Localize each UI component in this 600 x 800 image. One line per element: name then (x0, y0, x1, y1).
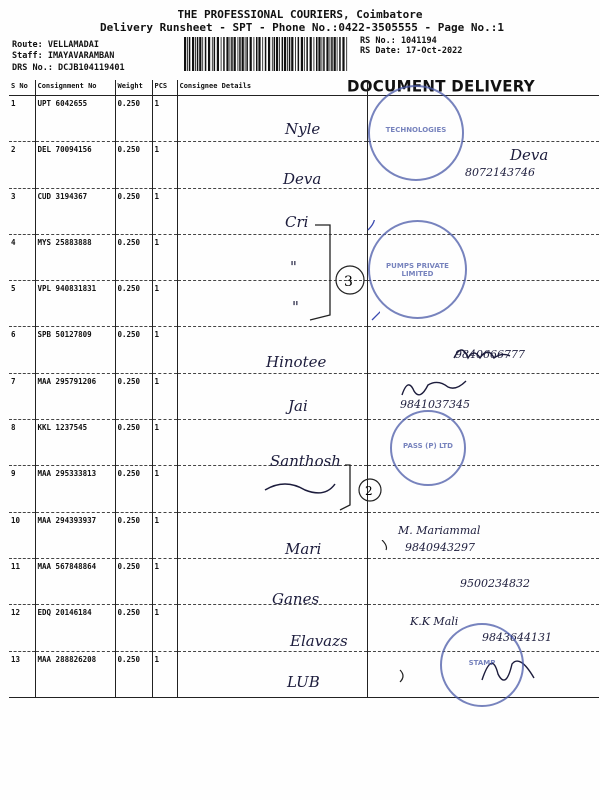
cell-pcs: 1 (152, 96, 177, 142)
barcode-bar (217, 37, 219, 71)
barcode-bar (287, 37, 288, 71)
hw-name-8: Santhosh (270, 452, 341, 470)
rs-date: RS Date: 17-Oct-2022 (360, 46, 463, 56)
company-stamp-3 (390, 410, 466, 486)
staff-label: Staff: IMAYAVARAMBAN (12, 51, 115, 61)
cell-pcs: 1 (152, 234, 177, 280)
hw-name-7: Jai (288, 397, 308, 415)
barcode-bar (265, 37, 267, 71)
company-title: THE PROFESSIONAL COURIERS, Coimbatore (177, 8, 423, 21)
signature-7-icon (400, 375, 470, 400)
cell-pcs: 1 (152, 420, 177, 466)
barcode-bar (323, 37, 325, 71)
circle-3-label: 3 (344, 274, 353, 290)
hw-phone-6: 9840666777 (455, 348, 525, 361)
col-consignment: Consignment No (35, 80, 115, 96)
barcode-bar (187, 37, 188, 71)
hw-name-5: " (292, 298, 299, 316)
barcode-bar (230, 37, 231, 71)
barcode-bar (258, 37, 260, 71)
hw-phone-10: 9840943297 (405, 541, 475, 554)
barcode-bar (250, 37, 252, 71)
hw-name-3: Cri (285, 213, 309, 231)
barcode-bar (276, 37, 278, 71)
cell-consignee (177, 96, 367, 142)
hw-name-11: Ganes (272, 590, 320, 608)
barcode-bar (331, 37, 333, 71)
barcode-bar (234, 37, 236, 71)
barcode-bar (205, 37, 207, 71)
cell-consignment: MAA 294393937 (35, 512, 115, 558)
cell-consignment: MAA 295333813 (35, 466, 115, 512)
cell-consignment: MAA 295791206 (35, 373, 115, 419)
barcode-bar (282, 37, 284, 71)
hw-name-2: Deva (283, 170, 322, 188)
cell-sno: 4 (9, 234, 35, 280)
circle-2-label: 2 (365, 484, 373, 498)
barcode-bar (195, 37, 196, 71)
barcode-bar (334, 37, 336, 71)
stamp-1-text: TECHNOLOGIES (385, 125, 447, 134)
cell-sno: 10 (9, 512, 35, 558)
company-stamp-2 (368, 220, 467, 319)
barcode-bar (242, 37, 244, 71)
barcode-bar (342, 37, 344, 71)
barcode-bar (295, 37, 296, 71)
cell-weight: 0.250 (115, 512, 152, 558)
cell-weight: 0.250 (115, 420, 152, 466)
cell-consignee (177, 373, 367, 419)
cell-weight: 0.250 (115, 605, 152, 651)
barcode-bar (212, 37, 213, 71)
hw-name-6: Hinotee (266, 353, 327, 371)
cell-sno: 2 (9, 142, 35, 188)
hw-sig-2: Deva (510, 146, 549, 164)
barcode-bar (318, 37, 320, 71)
cell-consignment: MAA 288826208 (35, 651, 115, 697)
stamp-3-text: PASS (P) LTD (403, 442, 453, 451)
barcode-bar (231, 37, 233, 71)
barcode (184, 37, 350, 71)
col-pcs: PCS (152, 80, 177, 96)
cell-consignment: KKL 1237545 (35, 420, 115, 466)
barcode-bar (245, 37, 246, 71)
company-stamp-4 (440, 623, 524, 707)
barcode-bar (254, 37, 255, 71)
cell-sno: 13 (9, 651, 35, 697)
hw-name-4: " (290, 258, 297, 276)
barcode-bar (326, 37, 328, 71)
cell-sno: 6 (9, 327, 35, 373)
cell-sno: 5 (9, 281, 35, 327)
runsheet-title: Delivery Runsheet - SPT - Phone No.:0422-3505555 - Page No.:1 (100, 21, 504, 34)
cell-weight: 0.250 (115, 142, 152, 188)
barcode-bar (272, 37, 273, 71)
barcode-bar (346, 37, 347, 71)
barcode-bar (279, 37, 280, 71)
cell-weight: 0.250 (115, 234, 152, 280)
cell-sno: 3 (9, 188, 35, 234)
cell-weight: 0.250 (115, 651, 152, 697)
cell-consignee (177, 651, 367, 697)
drs-number: DRS No.: DCJB104119401 (12, 63, 125, 73)
barcode-bar (314, 37, 315, 71)
barcode-bar (298, 37, 300, 71)
hw-name-1: Nyle (285, 120, 321, 138)
cell-weight: 0.250 (115, 373, 152, 419)
barcode-bar (199, 37, 201, 71)
col-sno: S No (9, 80, 35, 96)
hw-phone-7: 9841037345 (400, 398, 470, 411)
cell-weight: 0.250 (115, 281, 152, 327)
stamp-4-text: STAMP (468, 658, 496, 667)
barcode-bar (184, 37, 186, 71)
cell-consignment: DEL 70094156 (35, 142, 115, 188)
barcode-bar (214, 37, 216, 71)
barcode-bar (202, 37, 203, 71)
barcode-bar (262, 37, 263, 71)
cell-sno: 7 (9, 373, 35, 419)
cell-consignment: SPB 50127809 (35, 327, 115, 373)
hw-sig-12: K.K Mali (410, 615, 459, 628)
cell-sno: 11 (9, 558, 35, 604)
table-header-row (9, 80, 599, 96)
barcode-bar (330, 37, 331, 71)
rs-number: RS No.: 1041194 (360, 36, 437, 46)
barcode-bar (268, 37, 270, 71)
bracket-scribble-icon (260, 220, 380, 330)
cell-weight: 0.250 (115, 466, 152, 512)
cell-sno: 8 (9, 420, 35, 466)
barcode-bar (226, 37, 228, 71)
hw-name-10: Mari (285, 540, 322, 558)
cell-sno: 12 (9, 605, 35, 651)
cell-weight: 0.250 (115, 96, 152, 142)
cell-pcs: 1 (152, 558, 177, 604)
barcode-bar (238, 37, 239, 71)
barcode-bar (221, 37, 222, 71)
col-weight: Weight (115, 80, 152, 96)
tick-marks-icon (380, 540, 410, 685)
barcode-bar (339, 37, 341, 71)
cell-consignment: MYS 25883888 (35, 234, 115, 280)
barcode-bar (223, 37, 225, 71)
barcode-bar (289, 37, 291, 71)
barcode-bar (246, 37, 248, 71)
cell-pcs: 1 (152, 466, 177, 512)
cell-weight: 0.250 (115, 327, 152, 373)
barcode-bar (337, 37, 338, 71)
document-delivery-heading: DOCUMENT DELIVERY (347, 76, 535, 96)
cell-pcs: 1 (152, 651, 177, 697)
barcode-bar (301, 37, 303, 71)
route-label: Route: VELLAMADAI (12, 40, 99, 50)
barcode-bar (316, 37, 318, 71)
cell-pcs: 1 (152, 281, 177, 327)
barcode-bar (239, 37, 241, 71)
cell-pcs: 1 (152, 605, 177, 651)
barcode-bar (197, 37, 199, 71)
hw-phone-12: 9843644131 (482, 631, 552, 644)
barcode-bar (306, 37, 308, 71)
barcode-bar (304, 37, 305, 71)
barcode-bar (256, 37, 258, 71)
barcode-bar (192, 37, 194, 71)
cell-sno: 1 (9, 96, 35, 142)
cell-consignment: VPL 940831831 (35, 281, 115, 327)
hw-name-13: LUB (287, 673, 320, 691)
cell-weight: 0.250 (115, 188, 152, 234)
barcode-bar (208, 37, 210, 71)
barcode-bar (291, 37, 293, 71)
barcode-bar (284, 37, 286, 71)
cell-consignment: UPT 6042655 (35, 96, 115, 142)
company-stamp-1 (368, 85, 464, 181)
cell-pcs: 1 (152, 142, 177, 188)
cell-pcs: 1 (152, 373, 177, 419)
hw-phone-11: 9500234832 (460, 577, 530, 590)
barcode-bar (189, 37, 191, 71)
cell-consignee (177, 142, 367, 188)
col-consignee: Consignee Details (177, 80, 367, 96)
barcode-bar (310, 37, 312, 71)
bracket-scribble-2-icon (260, 460, 390, 520)
cell-consignment: CUD 3194367 (35, 188, 115, 234)
cell-pcs: 1 (152, 188, 177, 234)
cell-sno: 9 (9, 466, 35, 512)
stamp-2-text: PUMPS PRIVATE LIMITED (386, 261, 449, 278)
cell-consignment: EDQ 20146184 (35, 605, 115, 651)
hw-sig-10: M. Mariammal (398, 524, 481, 537)
barcode-bar (322, 37, 323, 71)
signature-6-icon (452, 340, 522, 362)
cell-consignment: MAA 567848864 (35, 558, 115, 604)
cell-weight: 0.250 (115, 558, 152, 604)
hw-name-12: Elavazs (290, 632, 348, 650)
cell-pcs: 1 (152, 512, 177, 558)
cell-pcs: 1 (152, 327, 177, 373)
hw-phone-2: 8072143746 (465, 166, 535, 179)
barcode-bar (274, 37, 276, 71)
